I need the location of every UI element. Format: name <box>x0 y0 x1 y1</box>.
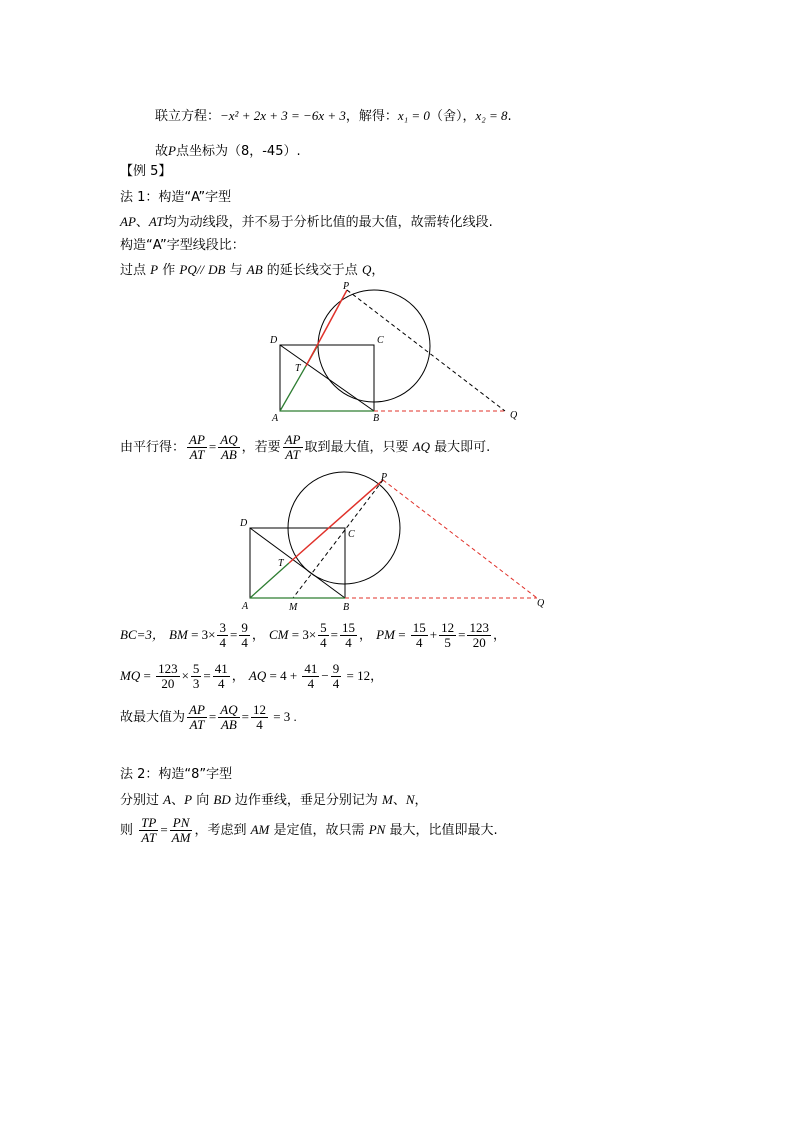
equation: −x² + 2x + 3 = −6x + 3 <box>220 108 346 123</box>
desc-line-4: 分别过 A、P 向 BD 边作垂线，垂足分别记为 M、N， <box>120 792 428 808</box>
fig2-diagonal-db <box>250 528 345 598</box>
system-equation-line: 联立方程：−x² + 2x + 3 = −6x + 3，解得：x₁ = 0（舍），x₂ = 8. <box>155 108 512 124</box>
fig1-label-a: A <box>272 413 279 424</box>
calc-line-2: MQ = $\frac{123}{20}$ × $\frac{5}{3}$ = $\frac{41}{4}$ ， AQ = 4 + $\frac{41}{4}$ − $\frac{9}{4}$ = 12， <box>120 661 384 691</box>
desc-line-2: 构造“A”字型线段比： <box>120 238 245 253</box>
desc-line-5: 则 $\frac{TP}{AT}$ = $\frac{PN}{AM}$ ，考虑到 AM 是定值，故只需 PN 最大，比值即最大. <box>120 815 498 845</box>
fig1-segment-pq <box>347 290 505 411</box>
method2-heading: 法 2：构造“8”字型 <box>120 767 233 782</box>
fig1-label-c: C <box>377 335 384 346</box>
fig2-label-m: M <box>289 602 298 613</box>
p-coordinate-line: 故P点坐标为（8，-45）. <box>155 143 301 159</box>
fig2-segment-pm <box>293 480 383 598</box>
example-heading: 【例 5】 <box>120 164 172 179</box>
figure-1-diagram <box>265 280 525 425</box>
fraction-aq-ab: $\frac{AQ}{AB}$ <box>220 432 238 462</box>
fig2-segment-pq <box>383 480 537 598</box>
fig2-label-p: P <box>381 472 388 483</box>
fig2-label-c: C <box>348 529 355 540</box>
fraction-ap-at: $\frac{AP}{AT}$ <box>189 432 205 462</box>
fig2-segment-tp <box>289 480 383 563</box>
fig1-label-b: B <box>373 413 380 424</box>
fig1-segment-tp <box>306 290 347 366</box>
fig1-label-t: T <box>295 363 301 374</box>
fig1-label-p: P <box>343 281 350 292</box>
desc-line-3: 过点 P 作 PQ// DB 与 AB 的延长线交于点 Q， <box>120 262 385 278</box>
fig2-label-q: Q <box>537 598 545 609</box>
calc-line-1: BC=3， BM = 3× $\frac{3}{4}$ = $\frac{9}{4}$ ， CM = 3× $\frac{5}{4}$ = $\frac{15}{4}$ ， PM = $\frac{15}{4}$ + $\frac{12}{5}$ = $\frac{123}{20}$ ， <box>120 620 506 650</box>
fig1-diagonal-db <box>280 345 374 411</box>
parallel-statement: 由平行得： $\frac{AP}{AT}$ = $\frac{AQ}{AB}$ ，若要 $\frac{AP}{AT}$ 取到最大值，只要 AQ 最大即可. <box>120 432 491 462</box>
method1-heading: 法 1：构造“A”字型 <box>120 190 232 205</box>
fig1-label-d: D <box>270 335 278 346</box>
root-x1: x₁ = 0 <box>397 108 430 123</box>
fig2-label-a: A <box>242 601 249 612</box>
fraction-ap-at-2: $\frac{AP}{AT}$ <box>284 432 301 462</box>
result-line: 故最大值为 $\frac{AP}{AT}$ = $\frac{AQ}{AB}$ = $\frac{12}{4}$ = 3 . <box>120 702 297 732</box>
figure-2-diagram <box>235 470 555 615</box>
fig2-label-d: D <box>240 518 248 529</box>
fig2-label-t: T <box>278 558 284 569</box>
root-x2: x₂ = 8 <box>475 108 508 123</box>
desc-line-1: AP、AT均为动线段，并不易于分析比值的最大值，故需转化线段. <box>120 214 493 230</box>
fig2-label-b: B <box>343 602 350 613</box>
fig1-label-q: Q <box>510 410 518 421</box>
